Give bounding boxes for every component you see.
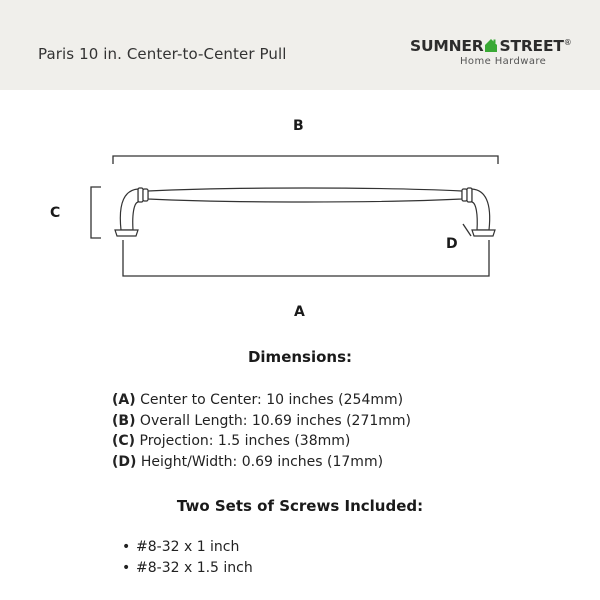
- house-icon: [484, 38, 498, 52]
- dimensions-list: [112, 390, 411, 472]
- dimensions-heading: Dimensions:: [247, 348, 353, 366]
- screws-list: [122, 537, 253, 579]
- dimension-item: (C) Projection: 1.5 inches (38mm): [112, 433, 351, 449]
- label-d: D: [446, 236, 458, 252]
- brand-logo: [410, 37, 575, 71]
- dimension-item: (B) Overall Length: 10.69 inches (271mm): [112, 412, 412, 429]
- screw-item: • #8-32 x 1.5 inch: [122, 558, 253, 579]
- dimension-item: (D) Height/Width: 0.69 inches (17mm): [112, 453, 384, 470]
- label-b: B: [293, 118, 304, 134]
- pull-dimension-diagram: [0, 90, 600, 350]
- dimension-item: (A) Center to Center: 10 inches (254mm): [112, 392, 404, 408]
- dimension-c-line: [91, 187, 101, 238]
- brand-tagline: Home Hardware: [460, 56, 547, 67]
- screw-item: • #8-32 x 1 inch: [122, 537, 253, 558]
- screws-heading: Two Sets of Screws Included:: [176, 497, 424, 515]
- registered-mark: ®: [563, 38, 572, 47]
- dimension-b-line: [113, 156, 498, 164]
- brand-name-second: STREET: [499, 37, 564, 55]
- pull-handle: [115, 188, 495, 236]
- brand-wordmark: [410, 37, 572, 55]
- product-title: Paris 10 in. Center-to-Center Pull: [38, 45, 287, 63]
- dimension-a-line: [123, 240, 489, 276]
- header-bar: [0, 0, 600, 90]
- label-a: A: [294, 304, 305, 320]
- brand-name-first: SUMNER: [410, 37, 484, 55]
- dimension-d-line: [463, 224, 471, 236]
- label-c: C: [50, 205, 61, 221]
